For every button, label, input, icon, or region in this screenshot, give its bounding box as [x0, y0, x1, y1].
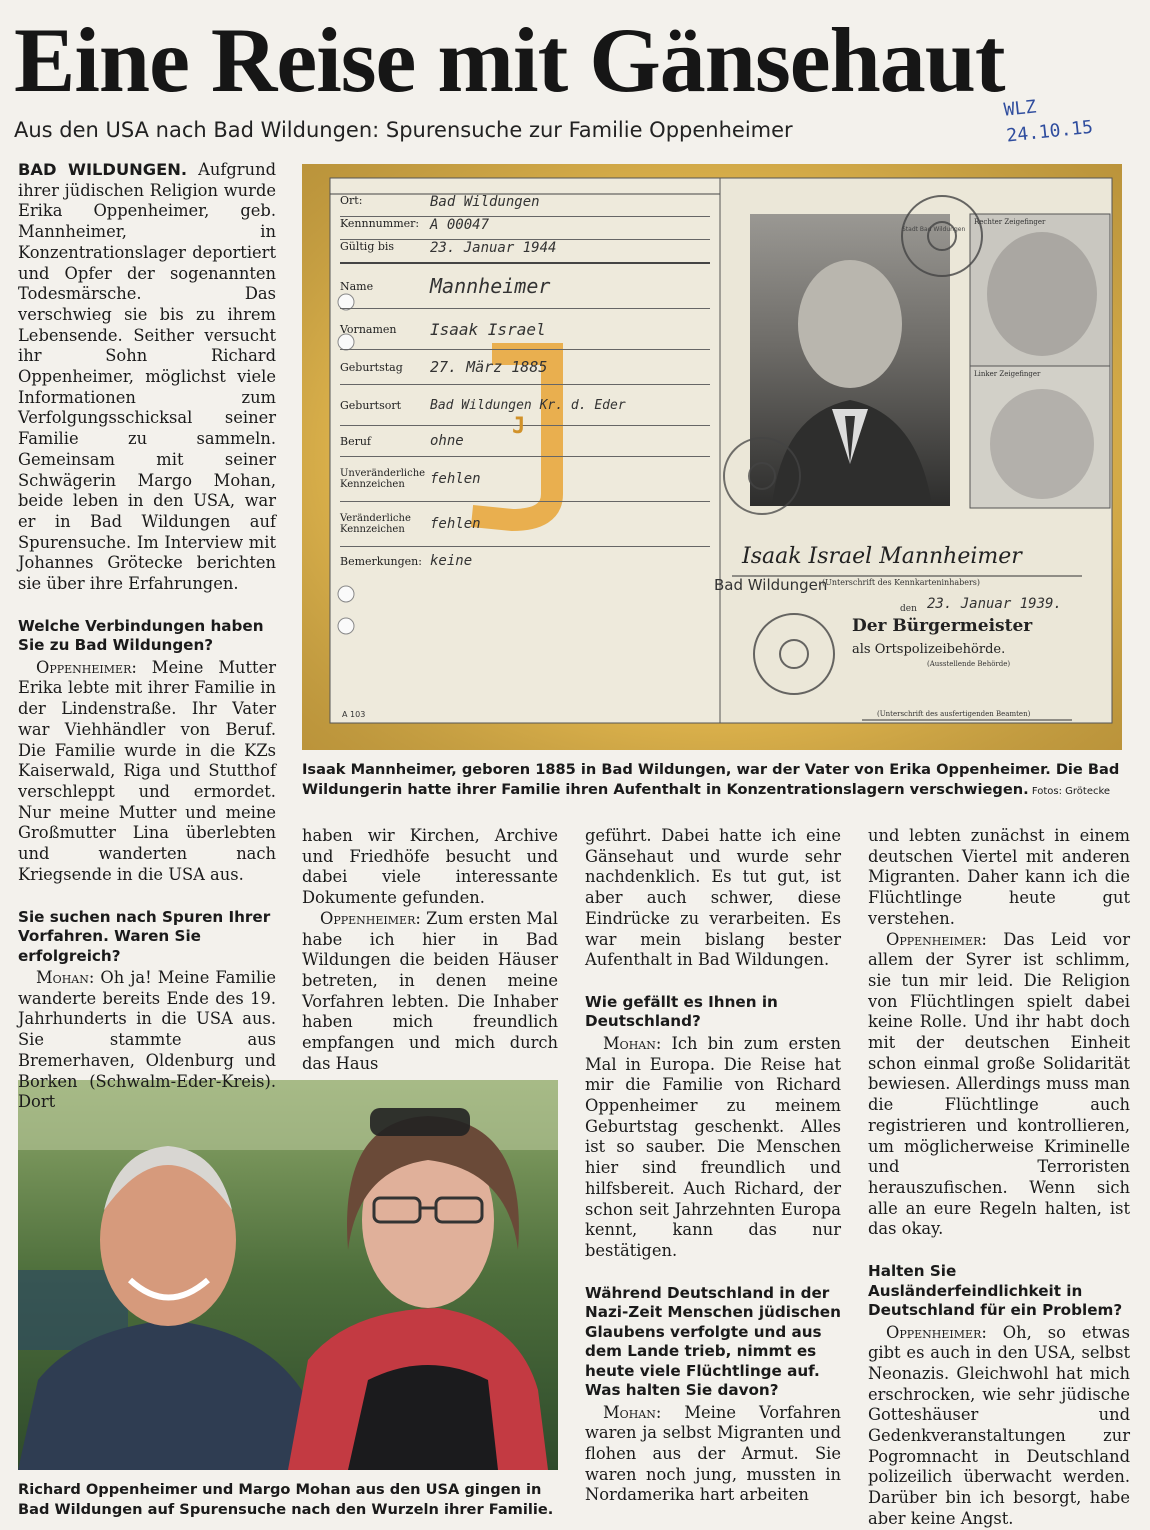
issue-date: 23. Januar 1939.: [927, 596, 1062, 612]
question-heading: Wie gefällt es Ihnen in Deutschland?: [585, 992, 778, 1031]
speaker-name: Mohan:: [36, 968, 95, 987]
people-photo-caption: Richard Oppenheimer und Margo Mohan aus den USA gingen in Bad Wildungen auf Spurensuche nach den Wurzeln ihrer Familie.: [18, 1481, 554, 1518]
field-value: Isaak Israel: [430, 319, 546, 339]
id-card-caption: [302, 760, 1128, 802]
field-label: Kennnummer:: [340, 217, 420, 230]
speaker-name: Oppenheimer:: [886, 1322, 987, 1342]
article-column-4: [868, 826, 1130, 1530]
j-mark: J: [512, 414, 526, 439]
answer-text-part1: Oh ja! Meine Familie wanderte bereits Ende des 19. Jahrhunderts in die USA aus. Sie stammte aus Bremerhaven, Oldenburg und Borken (Schwalm-Eder-Kreis). Dort: [18, 968, 276, 1112]
field-value: keine: [430, 553, 473, 569]
field-row: [340, 264, 710, 309]
left-index-label: Linker Zeigefinger: [974, 370, 1041, 378]
headline: Eine Reise mit Gänsehaut: [14, 9, 1005, 111]
field-label: Name: [340, 279, 374, 293]
field-value: fehlen: [430, 471, 481, 487]
field-value: ohne: [430, 433, 464, 449]
field-label: Unveränderliche Kennzeichen: [340, 468, 426, 490]
field-value: 23. Januar 1944: [430, 240, 557, 256]
answer-text: Meine Mutter Erika lebte mit ihrer Familie in der Lindenstraße. Ihr Vater war Viehhändler von Beruf. Die Familie wurde in die KZs Kaiserwald, Riga und Stutthof verschleppt und ermordet. Nur meine Mutter und meine Großmutter Lina überlebten und wanderten nach Kriegsende in die USA aus.: [18, 657, 276, 884]
field-label: Veränderliche Kennzeichen: [340, 513, 411, 535]
field-value: 27. März 1885: [430, 358, 548, 376]
field-value: Bad Wildungen: [430, 194, 540, 210]
speaker-name: Oppenheimer:: [36, 657, 137, 677]
answer-text-part2: haben wir Kirchen, Archive und Friedhöfe besucht und dabei viele interessante Dokumente gefunden.: [302, 826, 558, 908]
field-label: Geburtstag: [340, 360, 403, 374]
answer-paragraph: [585, 1403, 841, 1507]
field-value: Bad Wildungen Kr. d. Eder: [430, 397, 626, 413]
answer-continuation: [302, 826, 558, 909]
article-column-1: [18, 160, 276, 1113]
answer-text: Oh, so etwas gibt es auch in den USA, selbst Neonazis. Gleichwohl hat mich erschrocken, wie sehr jüdische Gotteshäuser und Gedenkveranstaltungen zur Pogromnacht in Deutschland polizeilich überwacht werden. Darüber bin ich besorgt, habe aber keine Angst.: [868, 1322, 1130, 1528]
field-label: Beruf: [340, 434, 372, 448]
answer-text-part2: und lebten zunächst in einem deutschen Viertel mit anderen Migranten. Daher kann ich die Flüchtlinge heute gut verstehen.: [868, 826, 1130, 928]
people-photo-graphic: [18, 1080, 558, 1470]
field-row: [340, 217, 710, 240]
field-label: Vornamen: [340, 322, 397, 336]
speaker-name: Mohan:: [603, 1033, 662, 1053]
mayor-title: Der Bürgermeister: [852, 616, 1033, 636]
issuing-authority: als Ortspolizeibehörde.: [852, 642, 1006, 657]
handwritten-date-note: WLZ 24.10.15: [1002, 96, 1094, 147]
field-row: [340, 350, 710, 385]
stamp-text: Stadt Bad Wildungen: [902, 226, 966, 233]
field-row: [340, 309, 710, 350]
field-row: [340, 502, 710, 547]
article-column-2: [302, 826, 558, 1074]
answer-text: Das Leid vor allem der Syrer ist schlimm, sie tun mir leid. Die Religion von Flüchtlingen spielt dabei keine Rolle. Und ihr habt doch mit der deutschen Einheit schon einmal große Solidarität bewiesen. Allerdings muss man die Flüchtlinge auch registrieren und kontrollieren, um möglicherweise Kriminelle und Terroristen herauszufischen. Wenn sich alle an eure Regeln halten, ist das okay.: [868, 929, 1130, 1239]
speaker-name: Oppenheimer:: [320, 908, 421, 928]
field-label: Bemerkungen:: [340, 554, 422, 568]
people-photo: [18, 1080, 558, 1470]
answer-text-part1: Meine Vorfahren waren ja selbst Migranten und flohen aus der Armut. Sie waren noch jung, mussten in Nordamerika hart arbeiten: [585, 1402, 841, 1505]
field-value: Mannheimer: [430, 274, 551, 298]
caption-text: Isaak Mannheimer, geboren 1885 in Bad Wildungen, war der Vater von Erika Oppenheimer. Die Bad Wildungerin hatte ihrer Familie ihren Aufenthalt in Konzentrationslagern verschwiegen.: [302, 761, 1120, 798]
speaker-name: Oppenheimer:: [886, 929, 987, 949]
signature-caption: (Unterschrift des Kennkarteninhabers): [822, 578, 981, 587]
question-heading: Halten Sie Ausländerfeindlichkeit in Deutschland für ein Problem?: [868, 1262, 1123, 1320]
field-row: [340, 547, 710, 575]
dateline: BAD WILDUNGEN.: [18, 160, 188, 179]
answer-text: Ich bin zum ersten Mal in Europa. Die Reise hat mir die Familie von Richard Oppenheimer zu meinem Geburtstag geschenkt. Alles ist so sauber. Die Menschen hier sind freundlich und hilfsbereit. Auch Richard, der schon seit Jahrzehnten Europa kennt, kann das nur bestätigen.: [585, 1033, 841, 1260]
answer-paragraph: [868, 1323, 1130, 1530]
field-label: Ort:: [340, 194, 363, 207]
question-heading: Sie suchen nach Spuren Ihrer Vorfahren. Waren Sie erfolgreich?: [18, 907, 271, 965]
answer-continuation: [868, 826, 1130, 930]
authority-caption: (Ausstellende Behörde): [927, 660, 1011, 668]
date-prefix: den: [900, 604, 917, 614]
issue-place: Bad Wildungen: [714, 576, 828, 594]
question-heading: Welche Verbindungen haben Sie zu Bad Wildungen?: [18, 616, 264, 655]
answer-paragraph: [18, 968, 276, 1113]
field-label: Gültig bis: [340, 240, 395, 253]
intro-text: Aufgrund ihrer jüdischen Religion wurde Erika Oppenheimer, geb. Mannheimer, in Konzentrationslager deportiert und Opfer der sogenannten Todesmärsche. Das verschwieg sie bis zu ihrem Lebensende. Seither versucht ihr Sohn Richard Oppenheimer, möglichst viele Informationen zum Verfolgungsschicksal seiner Familie zu sammeln. Gemeinsam mit seiner Schwägerin Margo Mohan, beide leben in den USA, war er in Bad Wildungen auf Spurensuche. Im Interview mit Johannes Grötecke berichten sie über ihre Erfahrungen.: [18, 160, 276, 594]
speaker-name: Mohan:: [603, 1402, 662, 1422]
article-column-3: [585, 826, 841, 1506]
answer-paragraph: [868, 930, 1130, 1241]
field-row: [340, 240, 710, 264]
answer-paragraph: [302, 909, 558, 1075]
field-row: [340, 194, 710, 217]
field-value: fehlen: [430, 516, 481, 532]
answer-paragraph: [18, 658, 276, 886]
answer-continuation: [585, 826, 841, 971]
form-number: A 103: [342, 710, 366, 719]
subheadline: Aus den USA nach Bad Wildungen: Spurensuche zur Familie Oppenheimer: [14, 118, 793, 142]
answer-text-part2: geführt. Dabei hatte ich eine Gänsehaut und wurde sehr nachdenklich. Es tut gut, ist aber auch schwer, diese Eindrücke zu verarbeiten. Es war mein bislang bester Aufenthalt in Bad Wildungen.: [585, 826, 841, 970]
official-signature-caption: (Unterschrift des ausfertigenden Beamten): [877, 710, 1031, 718]
id-card-fields: [340, 194, 710, 575]
answer-paragraph: [585, 1034, 841, 1262]
field-value: A 00047: [430, 217, 490, 233]
intro-paragraph: [18, 160, 276, 595]
field-row: [340, 457, 710, 502]
question-heading: Während Deutschland in der Nazi-Zeit Menschen jüdischen Glaubens verfolgte und aus dem Lande trieb, nimmt es heute viele Flüchtlinge auf. Was halten Sie davon?: [585, 1283, 841, 1400]
holder-signature: Isaak Israel Mannheimer: [742, 544, 1022, 569]
photo-credit: Fotos: Grötecke: [1028, 786, 1111, 797]
answer-text-part1: Zum ersten Mal habe ich hier in Bad Wildungen die beiden Häuser betreten, in denen meine Vorfahren lebten. Die Inhaber haben mich freundlich empfangen und mich durch das Haus: [302, 908, 558, 1073]
id-card-photo: [302, 164, 1122, 750]
field-label: Geburtsort: [340, 398, 402, 412]
right-index-label: Rechter Zeigefinger: [974, 218, 1046, 226]
